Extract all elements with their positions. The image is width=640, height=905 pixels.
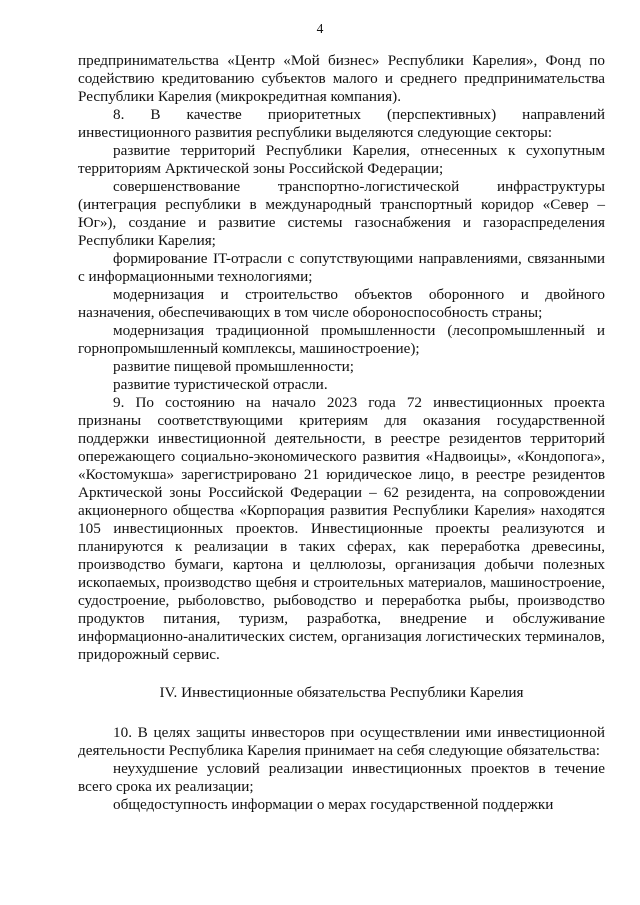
section-heading: IV. Инвестиционные обязательства Республики Карелия (159, 684, 524, 701)
body-after-heading (78, 724, 605, 814)
paragraph-item-8: 8. В качестве приоритетных (перспективных) направлений инвестиционного развития республики выделяются следующие секторы: (78, 106, 605, 141)
body-before-heading (78, 52, 605, 664)
sector-tourism: развитие туристической отрасли. (113, 376, 328, 393)
obligation-conditions: неухудшение условий реализации инвестиционных проектов в течение всего срока их реализации; (78, 760, 605, 795)
paragraph-item-10: 10. В целях защиты инвесторов при осуществлении ими инвестиционной деятельности Республика Карелия принимает на себя следующие обязательства: (78, 724, 605, 759)
paragraph-continuation: предпринимательства «Центр «Мой бизнес» Республики Карелия», Фонд по содействию кредитованию субъектов малого и среднего предпринимательства Республики Карелия (микрокредитная компания). (78, 52, 605, 105)
sector-it: формирование IT-отрасли с сопутствующими направлениями, связанными с информационными технологиями; (78, 250, 605, 285)
sector-traditional-industry: модернизация традиционной промышленности (лесопромышленный и горнопромышленный комплексы, машиностроение); (78, 322, 605, 357)
sector-food-industry: развитие пищевой промышленности; (113, 358, 355, 375)
page-number: 4 (316, 21, 324, 36)
sector-transport-logistics: совершенствование транспортно-логистической инфраструктуры (интеграция республики в международный транспортный коридор «Север – Юг»), создание и развитие системы газоснабжения и газораспределения Республики Карелия; (78, 178, 605, 249)
obligation-information: общедоступность информации о мерах государственной поддержки (113, 796, 554, 813)
sector-defense: модернизация и строительство объектов оборонного и двойного назначения, обеспечивающих в том числе обороноспособность страны; (78, 286, 605, 321)
sector-arctic-territories: развитие территорий Республики Карелия, отнесенных к сухопутным территориям Арктической зоны Российской Федерации; (78, 142, 605, 177)
paragraph-item-9: 9. По состоянию на начало 2023 года 72 инвестиционных проекта признаны соответствующими критериям для оказания государственной поддержки инвестиционной деятельности, в реестре резидентов территорий опережающего социально-экономического развития «Надвоицы», «Кондопога», «Костомукша» зарегистрировано 21 юридическое лицо, в реестре резидентов Арктической зоны Российской Федерации – 62 резидента, на сопровождении акционерного общества «Корпорация развития Республики Карелия» находятся 105 инвестиционных проектов. Инвестиционные проекты реализуются и планируются к реализации в таких сферах, как переработка древесины, производство бумаги, картона и целлюлозы, организация добычи полезных ископаемых, производство щебня и строительных материалов, машиностроение, судостроение, рыболовство, рыбоводство и переработка рыбы, производство продуктов питания, туризм, разработка, внедрение и обслуживание информационно-аналитических систем, организация логистических терминалов, придорожный сервис. (78, 394, 605, 663)
